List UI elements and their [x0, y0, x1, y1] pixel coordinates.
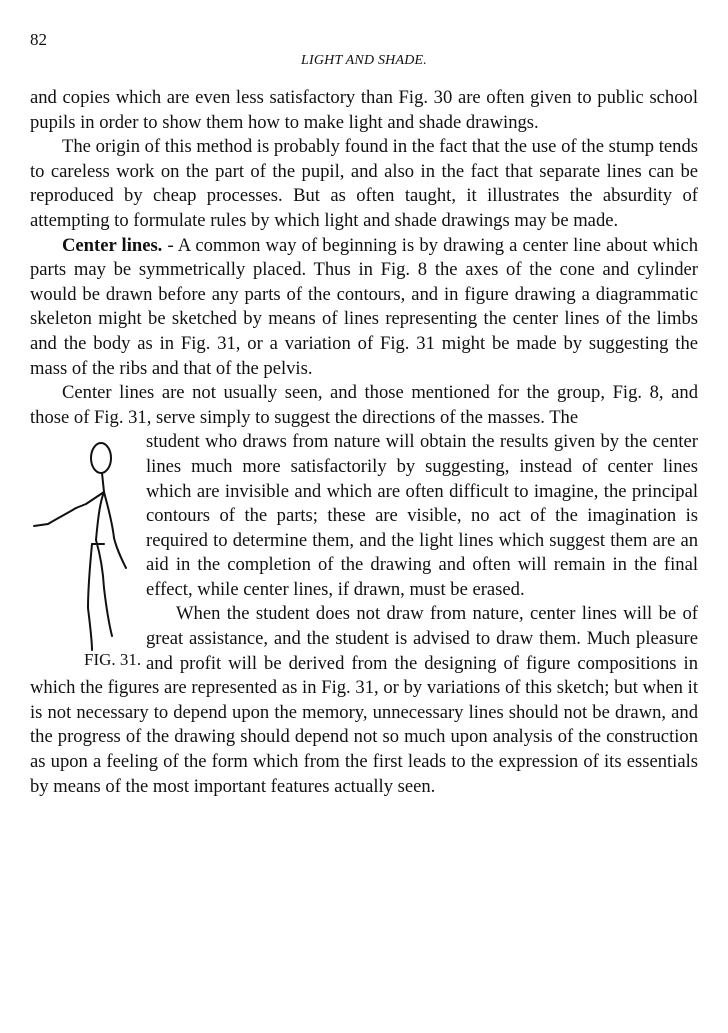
paragraph-3: [30, 234, 698, 382]
page-body: [30, 86, 698, 799]
stick-figure-icon: [30, 440, 138, 655]
paragraph-1: and copies which are even less satisfactory than Fig. 30 are often given to public school pupils in order to show them how to make light and shade drawings.: [30, 87, 698, 133]
paragraph-2: The origin of this method is probably found in the fact that the use of the stump tends to careless work on the part of the pupil, and also in the fact that separate lines can be reproduced by cheap processes. But as often taught, it illustrates the absurdity of attempting to formulate rules by which light and shade drawings may be made.: [30, 136, 698, 231]
paragraph-4-text: Center lines are not usually seen, and those mentioned for the group, Fig. 8, and those of Fig. 31, serve simply to suggest the directions of the masses. The: [30, 382, 698, 428]
figure-31: [30, 430, 142, 674]
paragraph-4: [30, 381, 698, 670]
section-heading: Center lines.: [62, 234, 163, 256]
running-head: LIGHT AND SHADE.: [301, 53, 427, 68]
page-number: 82: [30, 30, 47, 49]
paragraph-4-text-wrapped: student who draws from nature will obtain the results given by the center lines much more satisfactorily by suggesting, instead of center lines which are invisible and which are often difficult to imagine, the principal contours of the parts; these are visible, no act of the imagination is required to determine them, and the light lines which suggest them are an aid in the completion of the drawing and often will remain in the final effect, while center lines, if drawn, must be erased.: [146, 431, 698, 600]
figure-caption: FIG. 31.: [84, 650, 142, 670]
paragraph-5-text: When the student does not draw from nature, center lines will be of great assistance, and the student is advised to draw them. Much pleasure and profit will be derived from the designing of figure compositions in which the figures are represented as in Fig. 31, or by variations of this sketch; but when it is not necessary to depend upon the memory, unnecessary lines should not be drawn, and the progress of the drawing should depend not so much upon analysis of the construction as upon a feeling of the form which from the first leads to the expression of its essentials by means of the most important features actually seen.: [30, 603, 698, 797]
paragraph-3-text: - A common way of beginning is by drawing a center line about which parts may be symmetrically placed. Thus in Fig. 8 the axes of the cone and cylinder would be drawn before any parts of the contours, and in figure drawing a diagrammatic skeleton might be sketched by means of lines representing the center lines of the limbs and the body as in Fig. 31, or a variation of Fig. 31 might be made by suggesting the mass of the ribs and that of the pelvis.: [30, 234, 698, 379]
